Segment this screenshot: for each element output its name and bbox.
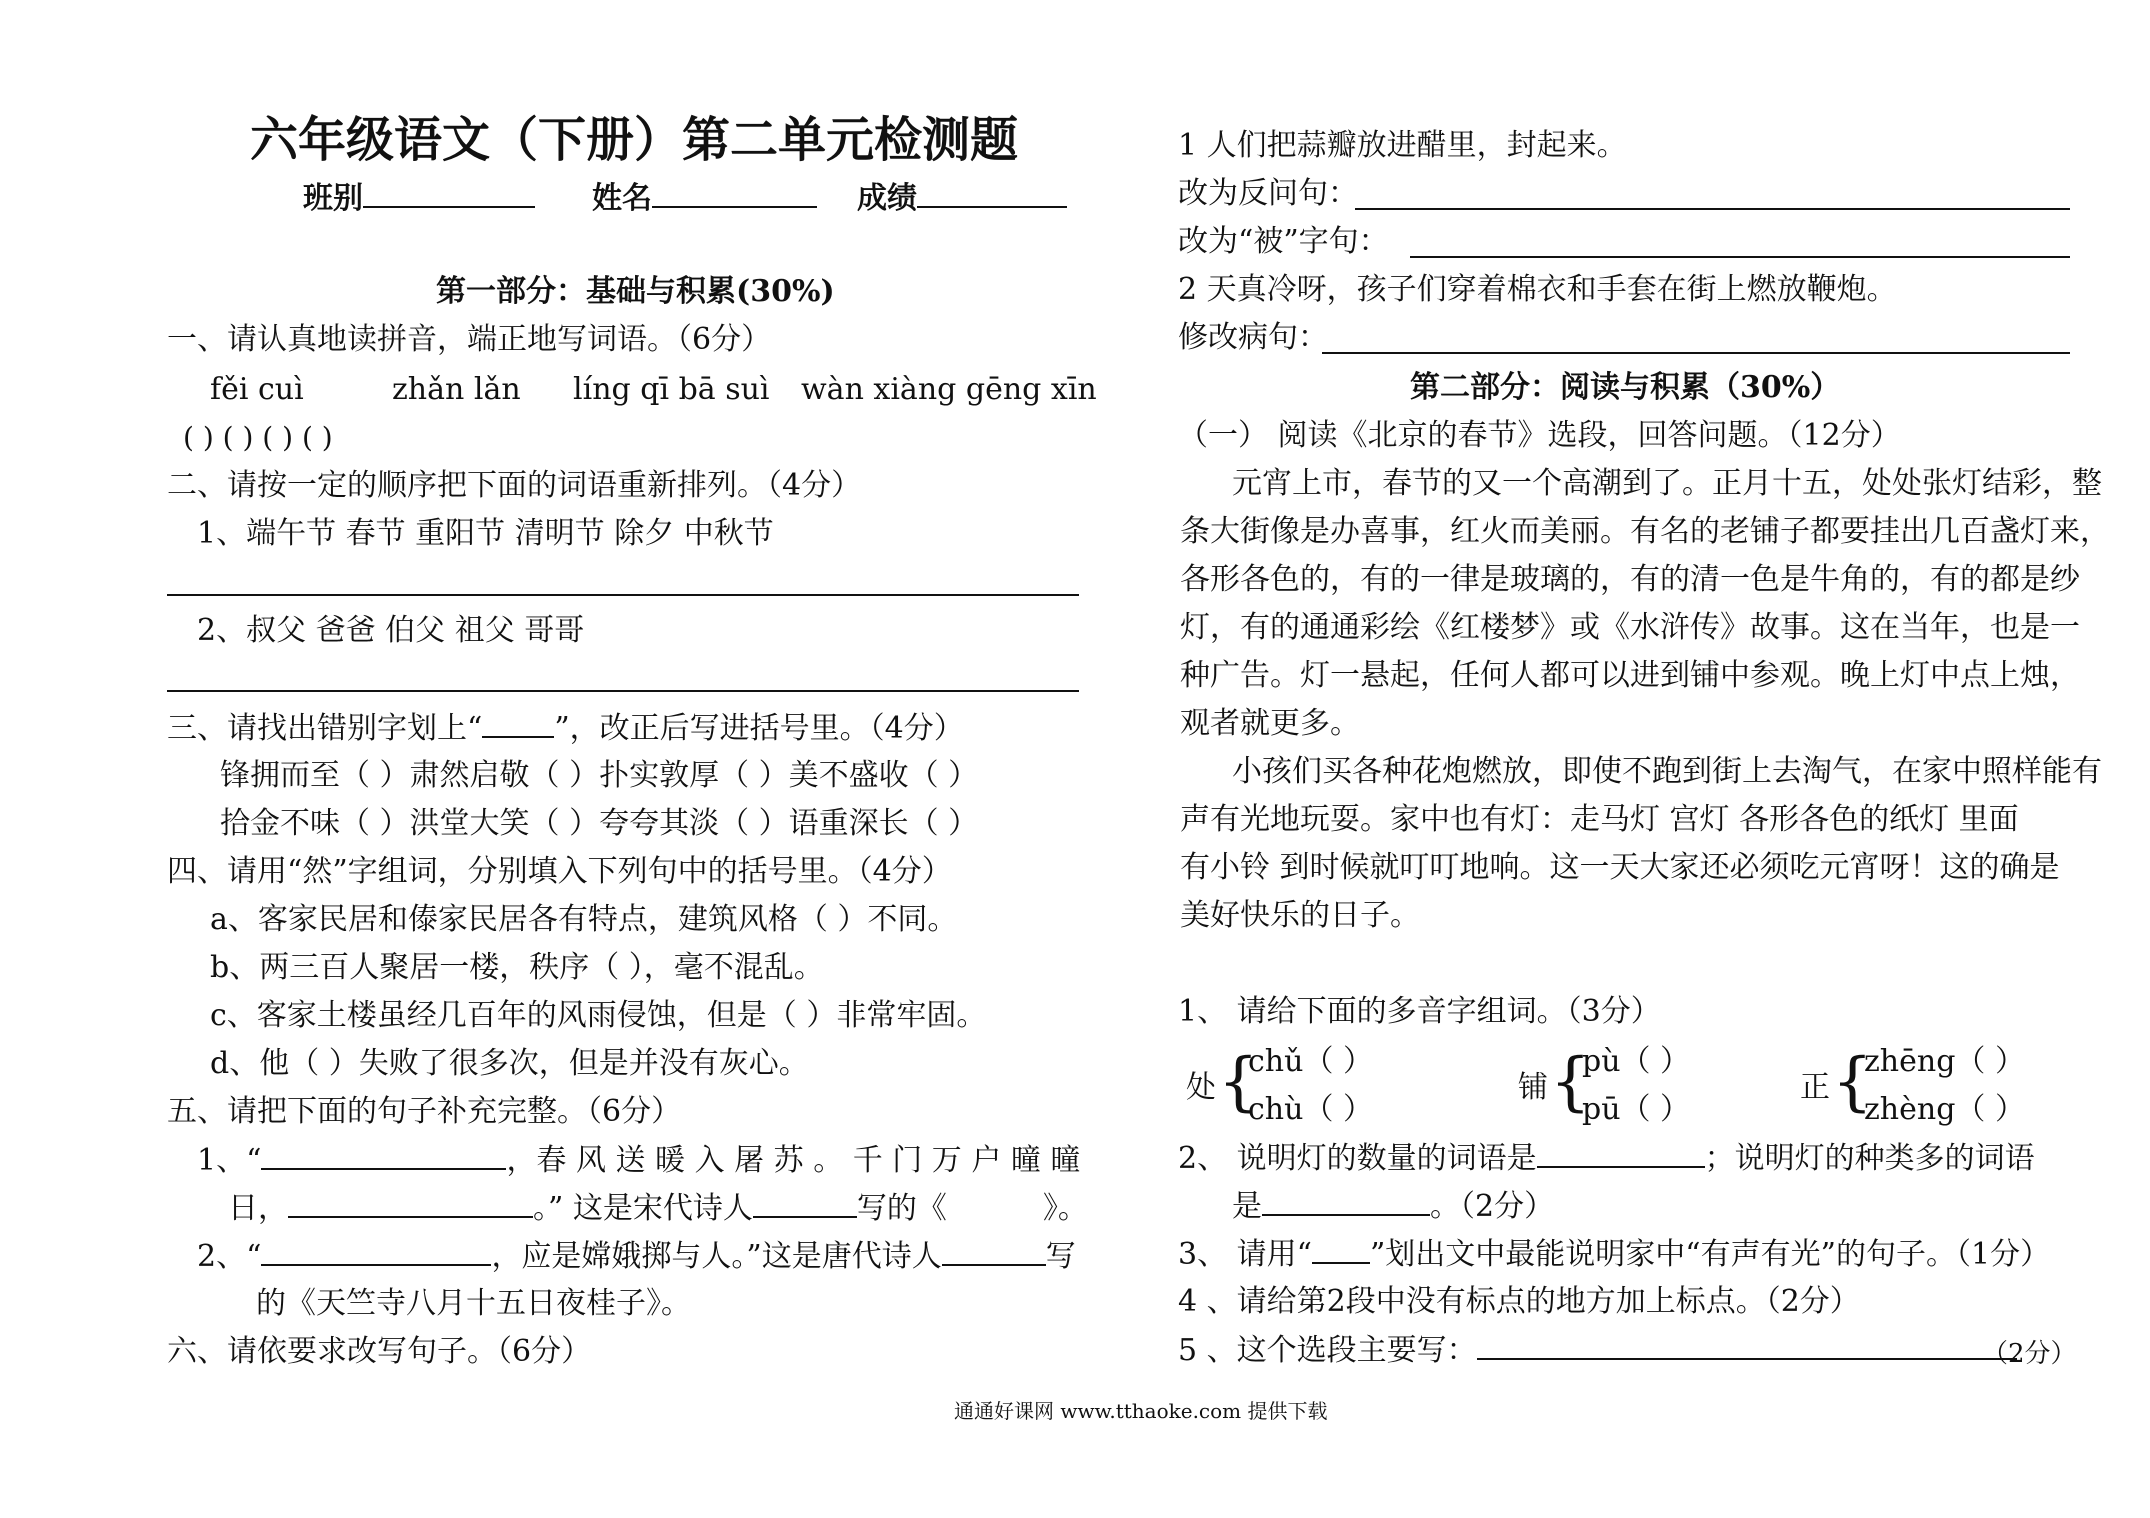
q3-prompt-a: 三、请找出错别字划上“ bbox=[167, 711, 483, 746]
q5-blank-3[interactable] bbox=[261, 1238, 491, 1266]
q3-row2[interactable]: 拾金不味（ ）洪堂大笑（ ）夸夸其淡（ ）语重深长（ ） bbox=[220, 806, 979, 841]
q5-blank-poet-1[interactable] bbox=[753, 1190, 857, 1218]
q6-s1: 1 人们把蒜瓣放进醋里，封起来。 bbox=[1178, 128, 1627, 163]
q4-prompt: 四、请用“然”字组词，分别填入下列句中的括号里。（4分） bbox=[167, 854, 952, 889]
q5-s1-line2 bbox=[228, 1190, 1088, 1227]
passage-line: 观者就更多。 bbox=[1180, 706, 1360, 741]
reading-q2-blank-1[interactable] bbox=[1537, 1140, 1705, 1168]
q2-line1: 1、端午节 春节 重阳节 清明节 除夕 中秋节 bbox=[197, 516, 774, 551]
q5-blank-1[interactable] bbox=[261, 1142, 506, 1170]
pinyin-3: líng qī bā suì bbox=[573, 372, 770, 407]
name-field[interactable] bbox=[592, 180, 817, 217]
passage-line: 灯，有的通通彩绘《红楼梦》或《水浒传》故事。这在当年，也是一 bbox=[1180, 610, 2080, 645]
q2-answer-line-1[interactable] bbox=[167, 594, 1079, 596]
brace-icon: { bbox=[1832, 1045, 1873, 1119]
q5-prompt: 五、请把下面的句子补充完整。（6分） bbox=[167, 1094, 682, 1129]
reading-q3-b: ”划出文中最能说明家中“有声有光”的句子。（1分） bbox=[1369, 1237, 2051, 1272]
q6-rhetorical-blank[interactable] bbox=[1355, 208, 2070, 210]
reading-q2-a: 2、 说明灯的数量的词语是 bbox=[1178, 1141, 1537, 1176]
q5-s1-f: 》。 bbox=[1042, 1191, 1088, 1226]
q6-fix-blank[interactable] bbox=[1322, 352, 2070, 354]
reading-q2-blank-2[interactable] bbox=[1262, 1188, 1430, 1216]
poly-char-1: 处 bbox=[1186, 1070, 1216, 1105]
score-label: 成绩 bbox=[857, 181, 917, 216]
q5-s2-d: 的《天竺寺八月十五日夜桂子》。 bbox=[256, 1286, 691, 1321]
pinyin-4: wàn xiàng gēng xīn bbox=[801, 372, 1097, 407]
q3-prompt bbox=[167, 710, 964, 747]
q5-s1-c: 日， bbox=[228, 1191, 288, 1226]
q6-rhetorical-label: 改为反问句： bbox=[1178, 176, 1358, 211]
poly-reading[interactable]: zhèng（ ） bbox=[1864, 1092, 2025, 1127]
reading-q3 bbox=[1178, 1236, 2050, 1273]
q3-prompt-b: ”，改正后写进括号里。（4分） bbox=[554, 711, 964, 746]
q6-passive-blank[interactable] bbox=[1410, 256, 2070, 258]
part2-heading: 第二部分：阅读与积累（30%） bbox=[1410, 370, 1841, 405]
brace-icon: { bbox=[1550, 1045, 1591, 1119]
reading-q5-blank[interactable] bbox=[1477, 1332, 2017, 1360]
q4-d[interactable]: d、他（ ）失败了很多次，但是并没有灰心。 bbox=[210, 1046, 809, 1081]
q5-s1-line1 bbox=[197, 1142, 1080, 1179]
pinyin-answer-brackets[interactable]: ( ) ( ) ( ) ( ) bbox=[183, 421, 333, 454]
passage-line: 各形各色的，有的一律是玻璃的，有的清一色是牛角的，有的都是纱 bbox=[1180, 562, 2080, 597]
pinyin-2: zhǎn lǎn bbox=[392, 372, 521, 407]
pinyin-1: fěi cuì bbox=[210, 372, 304, 407]
poly-reading[interactable]: zhēng（ ） bbox=[1864, 1044, 2025, 1079]
passage-line: 小孩们买各种花炮燃放，即使不跑到街上去淘气，在家中照样能有 bbox=[1232, 754, 2102, 789]
q5-s2-b: ，应是嫦娥掷与人。”这是唐代诗人 bbox=[491, 1239, 942, 1274]
reading-q2-line1 bbox=[1178, 1140, 2035, 1177]
q5-blank-poet-2[interactable] bbox=[942, 1238, 1046, 1266]
q2-prompt: 二、请按一定的顺序把下面的词语重新排列。（4分） bbox=[167, 468, 862, 503]
reading-q5-a: 5 、这个选段主要写： bbox=[1178, 1333, 1477, 1368]
q4-a[interactable]: a、客家民居和傣家民居各有特点，建筑风格（ ）不同。 bbox=[210, 902, 958, 937]
reading-q4: 4 、请给第2段中没有标点的地方加上标点。（2分） bbox=[1178, 1284, 1860, 1319]
part1-heading: 第一部分：基础与积累(30%) bbox=[436, 274, 835, 309]
q4-b[interactable]: b、两三百人聚居一楼，秩序（ ），毫不混乱。 bbox=[210, 950, 824, 985]
class-label: 班别 bbox=[303, 181, 363, 216]
q3-underline-mark bbox=[482, 710, 554, 738]
poly-char-3: 正 bbox=[1800, 1070, 1830, 1105]
q5-s2-c: 写 bbox=[1045, 1239, 1076, 1274]
reading-q2-c: 是 bbox=[1232, 1189, 1262, 1224]
poly-reading[interactable]: pū（ ） bbox=[1582, 1092, 1691, 1127]
name-blank[interactable] bbox=[652, 180, 817, 208]
q5-s1-d: 。” 这是宋代诗人 bbox=[533, 1191, 753, 1226]
reading-q2-d: 。（2分） bbox=[1430, 1189, 1555, 1224]
class-field[interactable] bbox=[303, 180, 535, 217]
q5-blank-2[interactable] bbox=[288, 1190, 533, 1218]
reading-section-1: （一） 阅读《北京的春节》选段，回答问题。（12分） bbox=[1178, 418, 1901, 453]
q2-line2: 2、叔父 爸爸 伯父 祖父 哥哥 bbox=[197, 613, 585, 648]
poly-reading[interactable]: chǔ（ ） bbox=[1248, 1044, 1373, 1079]
q3-row1[interactable]: 锋拥而至（ ）肃然启敬（ ）扑实敦厚（ ）美不盛收（ ） bbox=[220, 758, 979, 793]
name-label: 姓名 bbox=[592, 181, 652, 216]
reading-q2-b: ；说明灯的种类多的词语 bbox=[1704, 1141, 2035, 1176]
reading-q1: 1、 请给下面的多音字组词。（3分） bbox=[1178, 994, 1661, 1029]
page-title: 六年级语文（下册）第二单元检测题 bbox=[250, 112, 1019, 168]
score-blank[interactable] bbox=[917, 180, 1067, 208]
q5-s1-b: ，春 风 送 暖 入 屠 苏 。 千 门 万 户 曈 曈 bbox=[506, 1143, 1081, 1178]
poly-reading[interactable]: pù（ ） bbox=[1582, 1044, 1691, 1079]
footer-credit: 通通好课网 www.tthaoke.com 提供下载 bbox=[954, 1399, 1328, 1423]
reading-q5-score: （2分） bbox=[1982, 1339, 2077, 1369]
reading-q3-underline-mark bbox=[1312, 1236, 1370, 1264]
class-blank[interactable] bbox=[363, 180, 535, 208]
passage-line: 美好快乐的日子。 bbox=[1180, 898, 1420, 933]
q5-s1-a: 1、“ bbox=[197, 1143, 262, 1178]
q5-s1-e: 写的《 bbox=[856, 1191, 947, 1226]
reading-q2-line2 bbox=[1232, 1188, 1554, 1225]
q4-c[interactable]: c、客家土楼虽经几百年的风雨侵蚀，但是（ ）非常牢固。 bbox=[210, 998, 987, 1033]
passage-line: 声有光地玩耍。家中也有灯：走马灯 宫灯 各形各色的纸灯 里面 bbox=[1180, 802, 2019, 837]
q5-s2-line1 bbox=[197, 1238, 1076, 1275]
q1-prompt: 一、请认真地读拼音，端正地写词语。（6分） bbox=[167, 322, 772, 357]
q2-answer-line-2[interactable] bbox=[167, 690, 1079, 692]
poly-reading[interactable]: chù（ ） bbox=[1248, 1092, 1373, 1127]
brace-icon: { bbox=[1218, 1045, 1259, 1119]
reading-q3-a: 3、 请用“ bbox=[1178, 1237, 1312, 1272]
passage-line: 种广告。灯一悬起，任何人都可以进到铺中参观。晚上灯中点上烛， bbox=[1180, 658, 2080, 693]
score-field[interactable] bbox=[857, 180, 1067, 217]
passage-line: 元宵上市，春节的又一个高潮到了。正月十五，处处张灯结彩，整 bbox=[1232, 466, 2102, 501]
q6-fix-label: 修改病句： bbox=[1178, 320, 1328, 355]
q6-prompt: 六、请依要求改写句子。（6分） bbox=[167, 1334, 592, 1369]
passage-line: 条大街像是办喜事，红火而美丽。有名的老铺子都要挂出几百盏灯来， bbox=[1180, 514, 2110, 549]
q5-s2-a: 2、“ bbox=[197, 1239, 262, 1274]
poly-char-2: 铺 bbox=[1518, 1070, 1548, 1105]
reading-q5 bbox=[1178, 1332, 2017, 1369]
q6-passive-label: 改为“被”字句： bbox=[1178, 224, 1389, 259]
q6-s2: 2 天真冷呀，孩子们穿着棉衣和手套在街上燃放鞭炮。 bbox=[1178, 272, 1897, 307]
passage-line: 有小铃 到时候就叮叮地响。这一天大家还必须吃元宵呀！这的确是 bbox=[1180, 850, 2060, 885]
